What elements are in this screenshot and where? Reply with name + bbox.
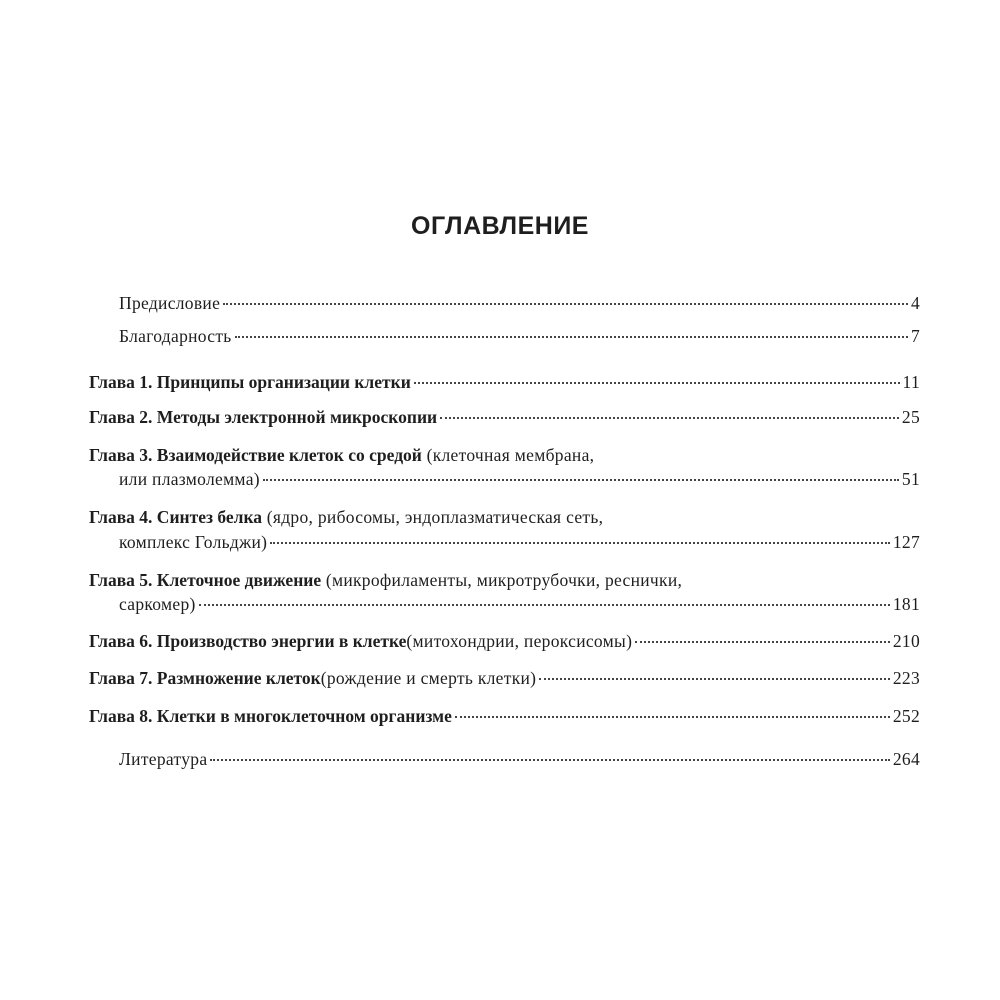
toc-entry-chapter-1[interactable]: [89, 371, 920, 393]
toc-entry-chapter-3-continuation[interactable]: [119, 468, 920, 490]
toc-title: ОГЛАВЛЕНИЕ: [411, 212, 589, 240]
toc-page-number: 264: [892, 749, 920, 769]
chapter-note: (митохондрии, пероксисомы): [406, 631, 633, 651]
toc-entry-literature[interactable]: [119, 748, 920, 770]
chapter-title: Глава 3. Взаимодействие клеток со средой: [89, 445, 422, 465]
chapter-note: (рождение и смерть клетки): [320, 668, 537, 688]
toc-page-number: 181: [892, 594, 920, 614]
dot-leader: [223, 303, 908, 305]
toc-entry-chapter-4[interactable]: [89, 506, 603, 528]
chapter-note: (микрофиламенты, микротрубочки, реснички,: [321, 570, 683, 590]
chapter-title: Глава 8. Клетки в многоклеточном организме: [89, 706, 452, 726]
toc-page-number: 252: [892, 706, 920, 726]
toc-entry-chapter-5[interactable]: [89, 569, 682, 591]
chapter-title: Глава 1. Принципы организации клетки: [89, 372, 411, 392]
chapter-note: (ядро, рибосомы, эндоплазматическая сеть,: [262, 507, 604, 527]
toc-entry-label: Литература: [119, 749, 208, 769]
chapter-title: Глава 4. Синтез белка: [89, 507, 263, 527]
toc-entry-acknowledgements[interactable]: [119, 325, 920, 347]
toc-entry-chapter-4-continuation[interactable]: [119, 531, 920, 553]
dot-leader: [440, 417, 899, 419]
toc-page-number: 127: [892, 532, 920, 552]
toc-entry-chapter-5-continuation[interactable]: [119, 593, 920, 615]
dot-leader: [635, 641, 890, 643]
toc-entry-chapter-3[interactable]: [89, 444, 594, 466]
toc-page-number: 210: [892, 631, 920, 651]
dot-leader: [263, 479, 899, 481]
chapter-note-continuation: комплекс Гольджи): [119, 532, 268, 552]
dot-leader: [235, 336, 908, 338]
toc-page-number: 11: [902, 372, 920, 392]
chapter-title: Глава 6. Производство энергии в клетке: [89, 631, 407, 651]
toc-entry-label: Предисловие: [119, 293, 221, 313]
toc-page-number: 51: [901, 469, 920, 489]
dot-leader: [455, 716, 890, 718]
toc-entry-chapter-2[interactable]: [89, 406, 920, 428]
dot-leader: [210, 759, 889, 761]
toc-page-number: 7: [910, 326, 920, 346]
dot-leader: [270, 542, 890, 544]
toc-page-number: 223: [892, 668, 920, 688]
toc-entry-preface[interactable]: [119, 292, 920, 314]
toc-entry-chapter-6[interactable]: [89, 630, 920, 652]
chapter-title: Глава 2. Методы электронной микроскопии: [89, 407, 438, 427]
chapter-title: Глава 7. Размножение клеток: [89, 668, 321, 688]
dot-leader: [539, 678, 890, 680]
dot-leader: [414, 382, 900, 384]
dot-leader: [199, 604, 890, 606]
chapter-note-continuation: саркомер): [119, 594, 196, 614]
chapter-note-continuation: или плазмолемма): [119, 469, 260, 489]
toc-page-number: 25: [901, 407, 920, 427]
toc-page-number: 4: [910, 293, 920, 313]
toc-entry-chapter-7[interactable]: [89, 667, 920, 689]
toc-entry-chapter-8[interactable]: [89, 705, 920, 727]
chapter-title: Глава 5. Клеточное движение: [89, 570, 322, 590]
toc-entry-label: Благодарность: [119, 326, 232, 346]
chapter-note: (клеточная мембрана,: [421, 445, 595, 465]
